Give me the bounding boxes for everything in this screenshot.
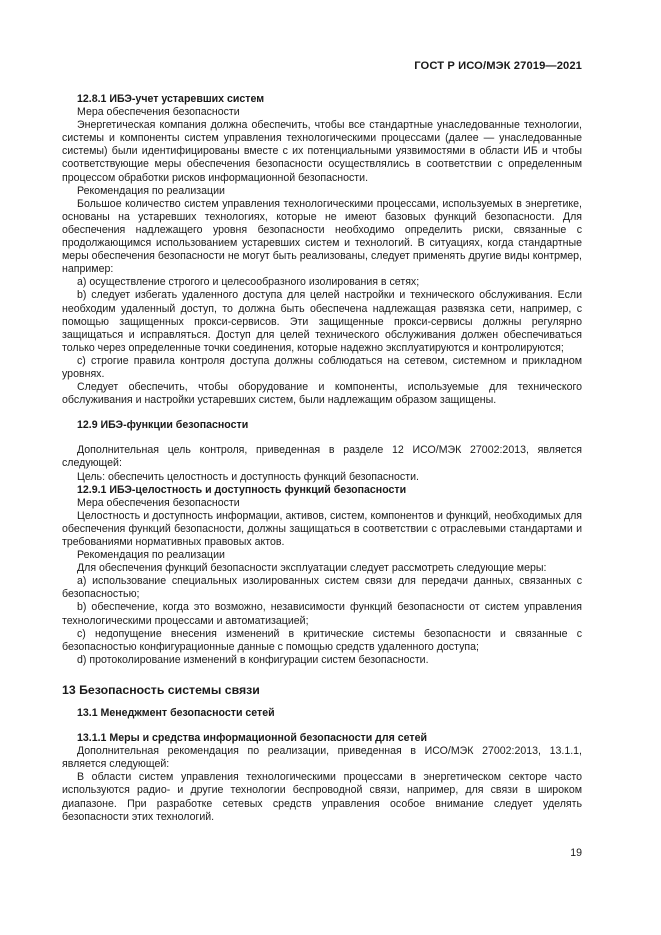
- subsection-heading-13-1-1: 13.1.1 Меры и средства информационной безопасности для сетей: [77, 732, 427, 745]
- list-item: b) обеспечение, когда это возможно, независимости функций безопасности от систем управления технологическими процессами и автоматизацией;: [62, 601, 582, 627]
- list-item: c) недопущение внесения изменений в критические системы безопасности и связанные с безопасностью конфигурационные данные с помощью средств удаленного доступа;: [62, 627, 582, 653]
- subsection-heading-12-9-1: 12.9.1 ИБЭ-целостность и доступность функций безопасности: [77, 483, 407, 496]
- page-number: 19: [570, 847, 582, 859]
- paragraph: Дополнительная цель контроля, приведенная в разделе 12 ИСО/МЭК 27002:2013, является следующей:: [62, 444, 582, 470]
- paragraph-label: Рекомендация по реализации: [77, 549, 225, 562]
- paragraph: Целостность и доступность информации, активов, систем, компонентов и функций, необходимых для обеспечения функций безопасности, должны защищаться в соответствии с отраслевыми стандартами и требованиями нормативных правовых актов.: [62, 509, 582, 548]
- section-heading-12-9: 12.9 ИБЭ-функции безопасности: [77, 419, 249, 432]
- paragraph: Цель: обеспечить целостность и доступность функций безопасности.: [77, 470, 419, 483]
- paragraph: В области систем управления технологическими процессами в энергетическом секторе часто используются радио- и другие технологии беспроводной связи, например, для связи в широком диапазоне. При разработке сетевых средств управления особое внимание следует уделять безопасности этих технологий.: [62, 771, 582, 823]
- paragraph-label: Рекомендация по реализации: [77, 184, 225, 197]
- paragraph-label: Мера обеспечения безопасности: [77, 106, 240, 119]
- list-item: c) строгие правила контроля доступа должны соблюдаться на сетевом, системном и прикладном уровнях.: [62, 354, 582, 380]
- paragraph: Следует обеспечить, чтобы оборудование и компоненты, используемые для технического обслуживания и настройки устаревших систем, были надлежащим образом защищены.: [62, 381, 582, 407]
- list-item: d) протоколирование изменений в конфигурации систем безопасности.: [77, 653, 429, 666]
- subsection-heading-12-8-1: 12.8.1 ИБЭ-учет устаревших систем: [77, 93, 265, 105]
- document-body: [62, 93, 582, 824]
- section-heading-13-1: 13.1 Менеджмент безопасности сетей: [77, 706, 275, 719]
- paragraph: Дополнительная рекомендация по реализации, приведенная в ИСО/МЭК 27002:2013, 13.1.1, является следующей:: [62, 745, 582, 771]
- paragraph: Для обеспечения функций безопасности эксплуатации следует рассмотреть следующие меры:: [77, 562, 547, 575]
- paragraph-label: Мера обеспечения безопасности: [77, 496, 240, 509]
- list-item: a) использование специальных изолированных систем связи для передачи данных, связанных с безопасностью;: [62, 575, 582, 601]
- standard-code: ГОСТ Р ИСО/МЭК 27019—2021: [414, 60, 582, 72]
- list-item: a) осуществление строгого и целесообразного изолирования в сетях;: [77, 276, 420, 289]
- paragraph: Энергетическая компания должна обеспечить, чтобы все стандартные унаследованные технологии, системы и компоненты систем управления технологическими процессами (далее — унаследованные системы) были идентифицированы вместе с их потенциальными уязвимостями в области ИБ и чтобы соответствующие меры обеспечения безопасности осуществлялись в соответствии с определенным процессом обработки рисков информационной безопасности.: [62, 119, 582, 184]
- section-heading-13: 13 Безопасность системы связи: [62, 682, 260, 697]
- list-item: b) следует избегать удаленного доступа для целей настройки и технического обслуживания. Если необходим удаленный доступ, то должна быть обеспечена надлежащая развязка сети, например, с помощью защищенных прокси-сервисов. Эти защищенные прокси-сервисы должны регулярно защищаться и исправляться. Доступ для целей технического обслуживания должен обеспечиваться только через определенные точки соединения, которые надежно эксплуатируются и контролируются;: [62, 289, 582, 354]
- paragraph: Большое количество систем управления технологическими процессами, используемых в энергетике, основаны на устаревших технологиях, которые не имеют базовых функций безопасности. Для обеспечения надлежащего уровня безопасности необходимо определить риски, связанные с продолжающимся использованием устаревших систем и технологий. В ситуациях, когда стандартные меры обеспечения безопасности не могут быть реализованы, следует применять другие виды контрмер, например:: [62, 197, 582, 276]
